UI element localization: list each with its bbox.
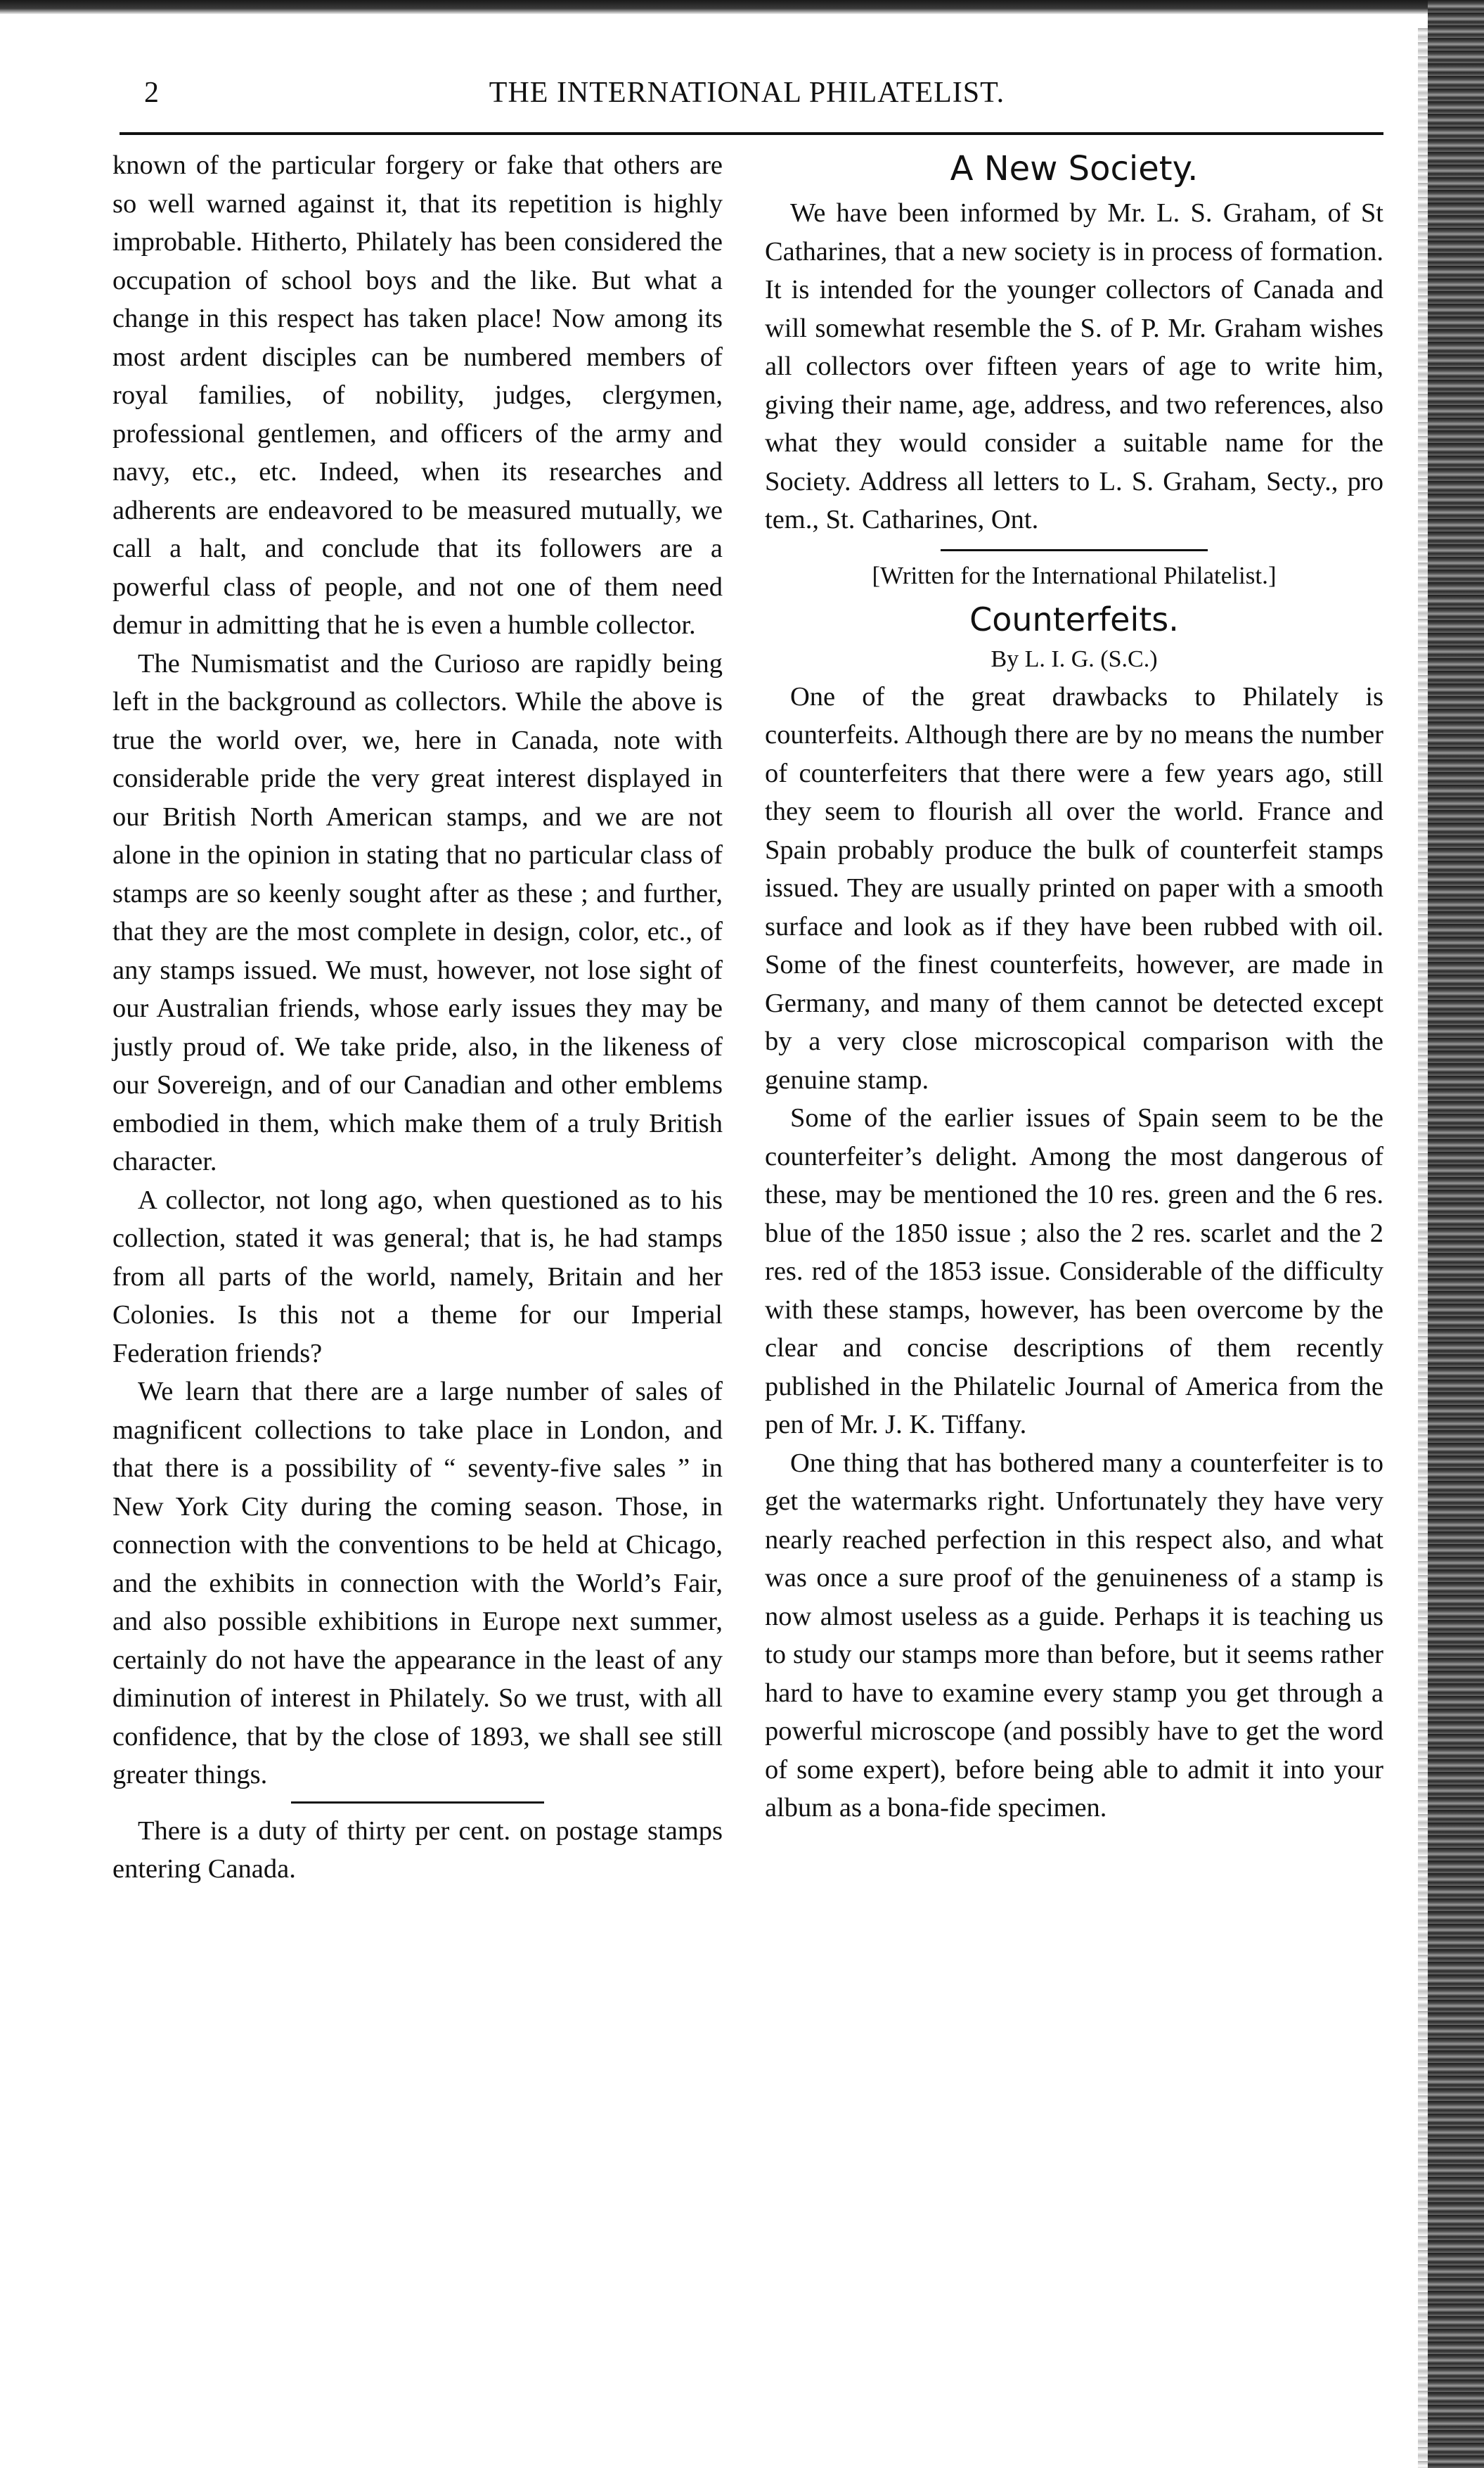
section-divider <box>291 1801 544 1804</box>
paragraph: We learn that there are a large number of sales of magnificent collections to take place in London, and that there is a possibility of “ seventy-five sales ” in New York City during the coming season. Those, in connection with the conventions to be held at Chicago, and the exhibits in connection with the World’s Fair, and also possible exhibitions in Europe next summer, certainly do not have the appearance in the least of any diminution of interest in Philately. So we trust, with all confidence, that by the close of 1893, we shall see still greater things. <box>112 1377 723 1789</box>
paragraph: One thing that has bothered many a counterfeiter is to get the watermarks right. Unfortunately they have very nearly reached perfection in this respect also, and what was once a sure proof of the genuineness of a stamp is now almost useless as a guide. Perhaps it is teaching us to study our stamps more than before, but it seems rather hard to have to examine every stamp you get through a powerful microscope (and possibly have to get the word of some expert), before being able to admit it into your album as a bona-fide specimen. <box>765 1448 1383 1823</box>
society-paragraph: We have been informed by Mr. L. S. Graham, of St Catharines, that a new society is in process of formation. It is intended for the younger collectors of Canada and will somewhat resemble the S. of P. Mr. Graham wishes all collectors over fifteen years of age to write him, giving their name, age, address, and two references, also what they would consider a suitable name for the Society. Address all letters to L. S. Graham, Secty., pro tem., St. Catharines, Ont. <box>765 198 1383 534</box>
society-heading: A New Society. <box>950 149 1199 188</box>
page-header <box>109 70 1385 113</box>
paragraph: Some of the earlier issues of Spain seem to be the counterfeiter’s delight. Among the most dangerous of these, may be mentioned the 10 res. green and the 6 res. blue of the 1850 issue ; also the 2 res. scarlet and the 2 res. red of the 1853 issue. Considerable of the difficulty with these stamps, however, has been overcome by the clear and concise descriptions of them recently published in the Philatelic Journal of America from the pen of Mr. J. K. Tiffany. <box>765 1103 1383 1439</box>
right-column <box>765 146 1383 1827</box>
paragraph: The Numismatist and the Curioso are rapidly being left in the background as collectors. While the above is true the world over, we, here in Canada, note with considerable pride the very great interest displayed in our British North American stamps, and we are not alone in the opinion in stating that no particular class of stamps are so keenly sought after as these ; and further, that they are the most complete in design, color, etc., of any stamps issued. We must, however, not lose sight of our Australian friends, whose early issues they may be justly proud of. We take pride, also, in the likeness of our Sovereign, and of our Canadian and other emblems embodied in them, which make them of a truly British character. <box>112 648 723 1176</box>
scan-top-edge <box>0 0 1484 14</box>
paragraph: known of the particular forgery or fake that others are so well warned against it, that its repetition is highly improbable. Hitherto, Philately has been considered the occupation of school boys and the like. But what a change in this respect has taken place! Now among its most ardent disciples can be numbered members of royal families, of nobility, judges, clergymen, professional gentlemen, and officers of the army and navy, etc., etc. Indeed, when its researches and adherents are endeavored to be measured mutually, we call a halt, and conclude that its followers are a powerful class of people, and not one of them need demur in admitting that he is even a humble collector. <box>112 150 723 640</box>
paragraph: A collector, not long ago, when questioned as to his collection, stated it was general; that is, he had stamps from all parts of the world, namely, Britain and her Colonies. Is this not a theme for our Imperial Federation friends? <box>112 1185 723 1368</box>
written-for-note: [Written for the International Philatelist.] <box>872 561 1277 589</box>
article-title: Counterfeits. <box>969 600 1179 638</box>
running-title: THE INTERNATIONAL PHILATELIST. <box>489 77 1005 109</box>
page-number: 2 <box>144 77 160 109</box>
scan-right-edge <box>1428 0 1484 2468</box>
scan-right-edge-shadow <box>1418 28 1428 2468</box>
article-byline: By L. I. G. (S.C.) <box>991 645 1158 672</box>
note-paragraph: There is a duty of thirty per cent. on postage stamps entering Canada. <box>112 1815 723 1884</box>
paragraph: One of the great drawbacks to Philately is counterfeits. Although there are by no means the number of counterfeiters that there were a few years ago, still they seem to flourish all over the world. France and Spain probably produce the bulk of counterfeit stamps issued. They are usually printed on paper with a smooth surface and look as if they have been rubbed with oil. Some of the finest counterfeits, however, are made in Germany, and many of them cannot be detected except by a very close microscopical comparison with the genuine stamp. <box>765 681 1383 1095</box>
left-column <box>112 146 723 1889</box>
header-rule <box>120 132 1383 135</box>
section-divider <box>941 549 1208 551</box>
